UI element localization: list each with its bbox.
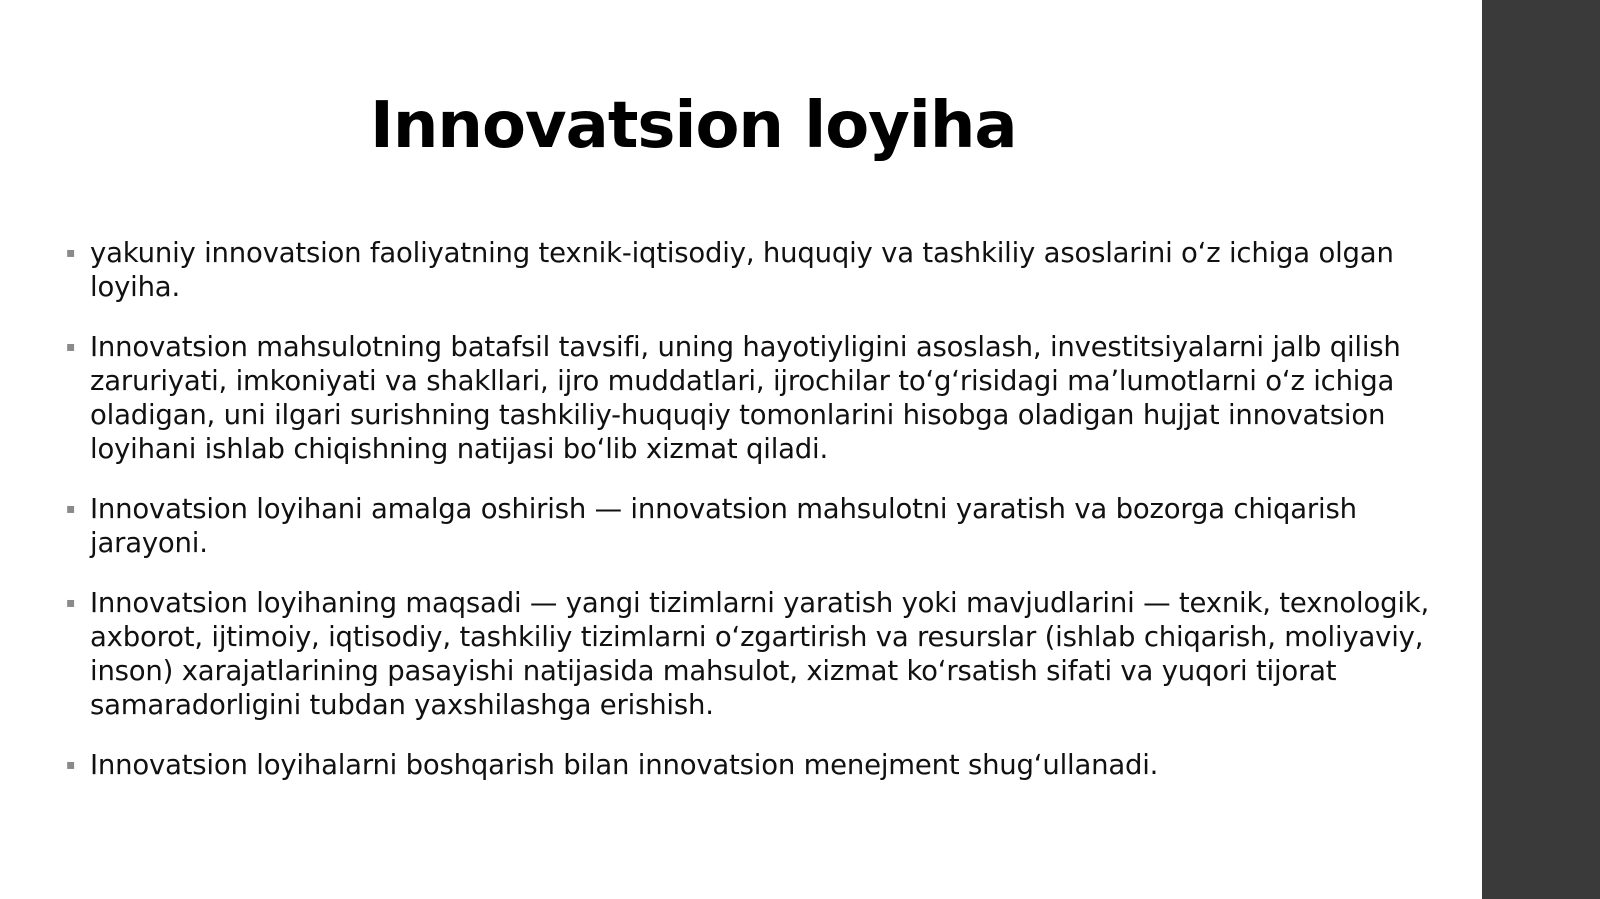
side-accent-bar [1482, 0, 1600, 899]
slide-title: Innovatsion loyiha [370, 89, 1017, 163]
bullet-item [66, 586, 1456, 722]
bullet-item [66, 330, 1456, 466]
bullet-text: Innovatsion mahsulotning batafsil tavsifi, uning hayotiyligini asoslash, investitsiyalarni jalb qilish zaruriyati, imkoniyati va shakllari, ijro muddatlari, ijrochilar toʻgʻrisidagi maʼlumotlarni oʻz ichiga oladigan, uni ilgari surishning tashkiliy-huquqiy tomonlarini hisobga oladigan hujjat innovatsion loyihani ishlab chiqishning natijasi boʻlib xizmat qiladi. [90, 331, 1401, 465]
bullet-list [66, 236, 1456, 808]
bullet-square-icon: ▪ [66, 501, 76, 517]
bullet-item [66, 748, 1456, 782]
bullet-item [66, 236, 1456, 304]
bullet-text: yakuniy innovatsion faoliyatning texnik-iqtisodiy, huquqiy va tashkiliy asoslarini oʻz ichiga olgan loyiha. [90, 237, 1394, 303]
bullet-square-icon: ▪ [66, 757, 76, 773]
bullet-square-icon: ▪ [66, 339, 76, 355]
bullet-item [66, 492, 1456, 560]
bullet-text: Innovatsion loyihalarni boshqarish bilan innovatsion menejment shugʻullanadi. [90, 749, 1159, 781]
bullet-text: Innovatsion loyihaning maqsadi — yangi tizimlarni yaratish yoki mavjudlarini — texnik, texnologik, axborot, ijtimoiy, iqtisodiy, tashkiliy tizimlarni oʻzgartirish va resurslar (ishlab chiqarish, moliyaviy, inson) xarajatlarining pasayishi natijasida mahsulot, xizmat koʻrsatish sifati va yuqori tijorat samaradorligini tubdan yaxshilashga erishish. [90, 587, 1430, 721]
bullet-square-icon: ▪ [66, 245, 76, 261]
bullet-text: Innovatsion loyihani amalga oshirish — innovatsion mahsulotni yaratish va bozorga chiqarish jarayoni. [90, 493, 1357, 559]
bullet-square-icon: ▪ [66, 595, 76, 611]
